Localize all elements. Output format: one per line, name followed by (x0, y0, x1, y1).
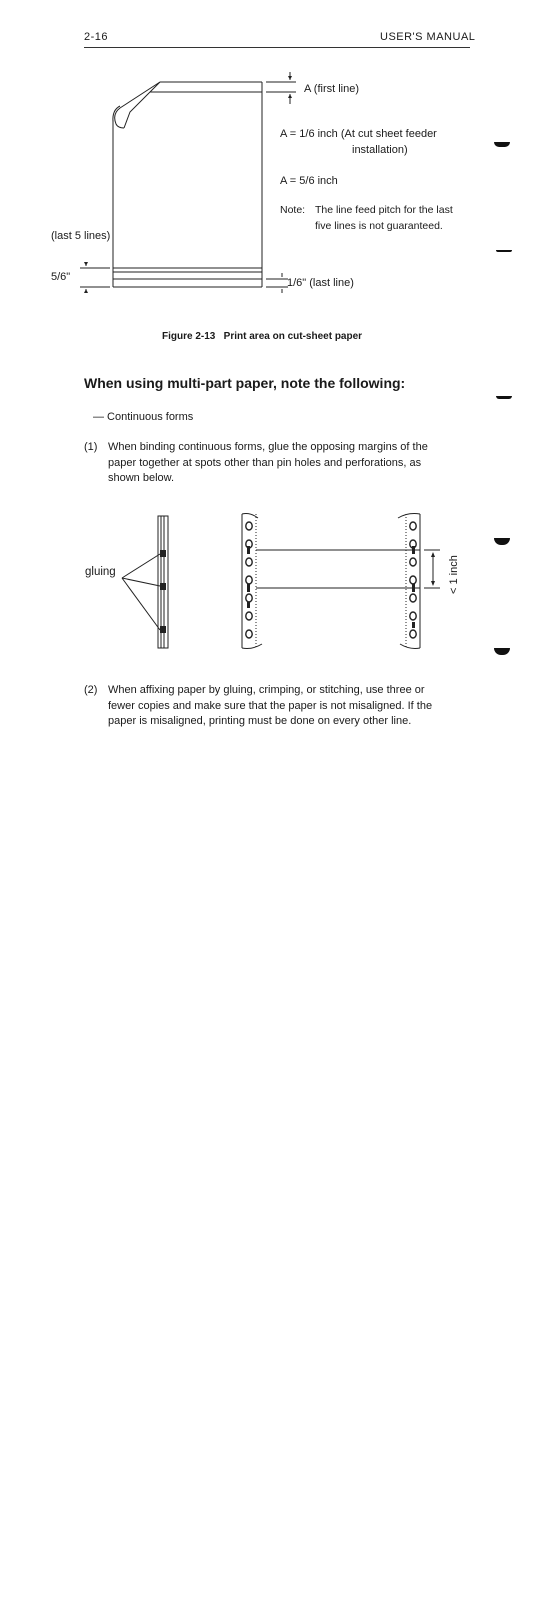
page-number: 2-16 (84, 31, 109, 43)
item-1-line: paper together at spots other than pin holes and perforations, as (108, 456, 422, 469)
note-label: Note: (280, 204, 306, 216)
manual-title: USER'S MANUAL (380, 31, 476, 43)
figure-caption: Figure 2-13 Print area on cut-sheet paper (162, 331, 363, 342)
label-last-5-lines: (last 5 lines) (51, 230, 111, 242)
label-a-first-line: A (first line) (304, 83, 360, 95)
note-line-1: The line feed pitch for the last (315, 204, 453, 216)
scan-mark (496, 396, 512, 399)
label-1-inch: < 1 inch (448, 555, 460, 594)
section-heading: When using multi-part paper, note the following: (84, 375, 406, 391)
note-line-2: five lines is not guaranteed. (315, 220, 443, 232)
label-a-5-6: A = 5/6 inch (280, 175, 338, 187)
item-1-line: When binding continuous forms, glue the opposing margins of the (108, 441, 428, 453)
label-a-cut-sheet-1: A = 1/6 inch (At cut sheet feeder (280, 128, 437, 140)
item-2-line: When affixing paper by gluing, crimping, or stitching, use three or (108, 684, 425, 696)
item-2 (84, 683, 484, 730)
scan-mark (496, 250, 512, 252)
bullet-continuous-forms: — Continuous forms (93, 411, 194, 423)
item-2-number: (2) (84, 684, 98, 696)
label-1-6-last-line: 1/6" (last line) (287, 277, 354, 289)
label-a-cut-sheet-2: installation) (352, 144, 408, 156)
item-2-line: fewer copies and make sure that the paper is not misaligned. If the (108, 699, 433, 712)
continuous-forms-diagram (0, 0, 552, 680)
item-2-line: paper is misaligned, printing must be done on every other line. (108, 715, 412, 727)
scan-mark (494, 142, 510, 147)
item-1-number: (1) (84, 441, 98, 453)
item-1-line: shown below. (108, 472, 175, 484)
label-gluing: gluing (85, 566, 116, 578)
label-5-6: 5/6" (51, 271, 71, 283)
